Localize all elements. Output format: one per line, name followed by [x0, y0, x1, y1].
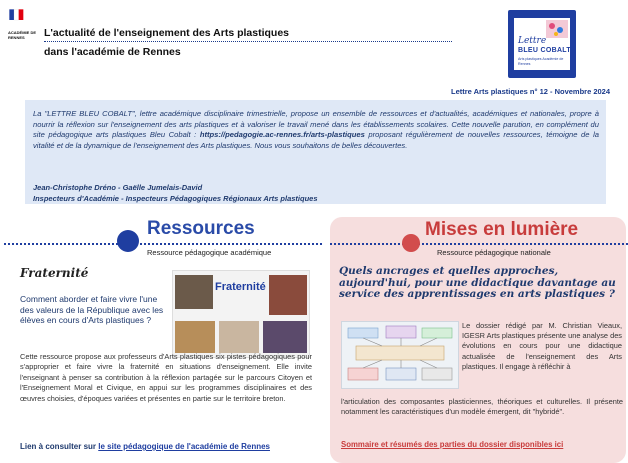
- mises-title: Mises en lumière: [425, 219, 579, 240]
- didactique-diagram: [341, 321, 459, 389]
- thumbnail-photo-bottom-left: [175, 321, 215, 353]
- intro-roles: Inspecteurs d'Académie - Inspecteurs Pédagogiques Régionaux Arts plastiques: [33, 194, 318, 203]
- thumbnail-photo-right: [269, 275, 307, 315]
- intro-url-link[interactable]: https://pedagogie.ac-rennes.fr/arts-plastiques: [199, 130, 365, 140]
- ressources-dot-icon: [117, 230, 139, 252]
- mises-divider: [330, 243, 628, 245]
- intro-text-before: La "LETTRE BLEU COBALT", lettre académique disciplinaire trimestrielle, propose un ensemble de ressources et d'actualités, académiques et nationales, propre à nourrir la réflexion sur l'enseignement des arts plastiques et à valoriser le travail mené dans les établissements scolaires. Cette nouvelle parution, en complément du site pédagogique arts plastiques Bleu Cobalt :: [33, 109, 599, 140]
- logo-line2: BLEU COBALT: [518, 47, 571, 54]
- bleu-cobalt-logo: [508, 10, 576, 78]
- thumbnail-photo-bottom-right: [263, 321, 307, 353]
- marianne-logo-icon: [6, 8, 30, 28]
- header-title-line1: L'actualité de l'enseignement des Arts plastiques: [44, 27, 290, 39]
- ressources-title: Ressources: [147, 218, 255, 239]
- intro-authors: Jean-Christophe Dréno - Gaëlle Jumelais-David: [33, 183, 203, 192]
- fraternite-link-line: [20, 442, 270, 451]
- logo-line1: Lettre: [518, 36, 547, 46]
- thumbnail-photo-bottom-mid: [219, 321, 259, 353]
- mises-body-bottom: l'articulation des composantes plasticiennes, théoriques et culturelles. Il présente notamment les caractéristiques d'un modèle émergent, dit "hybridé".: [341, 397, 623, 417]
- mises-summary-link[interactable]: Sommaire et résumés des parties du dossier disponibles ici: [341, 440, 564, 449]
- diagram-icon: [342, 322, 458, 388]
- thumbnail-title: Fraternité: [215, 281, 266, 293]
- intro-paragraph: [33, 109, 599, 151]
- header-divider: [44, 41, 452, 42]
- mises-subtitle: Ressource pédagogique nationale: [437, 248, 551, 257]
- mises-question: Quels ancrages et quelles approches, aujourd'hui, pour une didactique davantage au service des apprentissages en arts plastiques ?: [339, 265, 616, 300]
- logo-tagline: Arts plastiques Académie de Rennes: [518, 57, 564, 66]
- ressources-divider: [4, 243, 322, 245]
- fraternite-link-prefix: Lien à consulter sur: [20, 442, 99, 451]
- mises-dot-icon: [402, 234, 420, 252]
- fraternite-site-link[interactable]: le site pédagogique de l'académie de Rennes: [98, 442, 270, 451]
- mises-body-right: Le dossier rédigé par M. Christian Vieaux, IGESR Arts plastiques présente une analyse des évolutions en cours pour une didactique actualisée de l'enseignement des Arts plastiques. Il engage à réfléchir à: [462, 321, 622, 371]
- ressources-subtitle: Ressource pédagogique académique: [147, 248, 272, 257]
- fraternite-body: Cette ressource propose aux professeurs d'Arts plastiques six pistes pédagogiques pour s'approprier et faire vivre la fraternité en situations d'enseignement. Elle invite l'enseignant à penser sa contribution à la réflexion partagée sur le parcours Citoyen et l'Enseignement Moral et Civique, en appui sur les programmes disciplinaires et des œuvres choisies, d'époques variées et présentes en partie sur le territoire breton.: [20, 352, 312, 403]
- fraternite-thumbnail[interactable]: [172, 270, 310, 358]
- thumbnail-photo-left: [175, 275, 213, 309]
- institution-name: ACADÉMIE DE RENNES: [8, 30, 37, 40]
- issue-label: Lettre Arts plastiques n° 12 - Novembre 2024: [451, 87, 611, 96]
- fraternite-question: Comment aborder et faire vivre l'une des valeurs de la République avec les élèves en cours d'Arts plastiques ?: [20, 294, 164, 326]
- intro-text-after: proposant régulièrement de nouvelles ressources, témoigne de la vitalité et de la dynamique de l'enseignement des Arts plastiques. Nous vous souhaitons de belles découvertes.: [33, 130, 599, 150]
- header-title-line2: dans l'académie de Rennes: [44, 46, 181, 58]
- fraternite-heading: Fraternité: [20, 266, 89, 280]
